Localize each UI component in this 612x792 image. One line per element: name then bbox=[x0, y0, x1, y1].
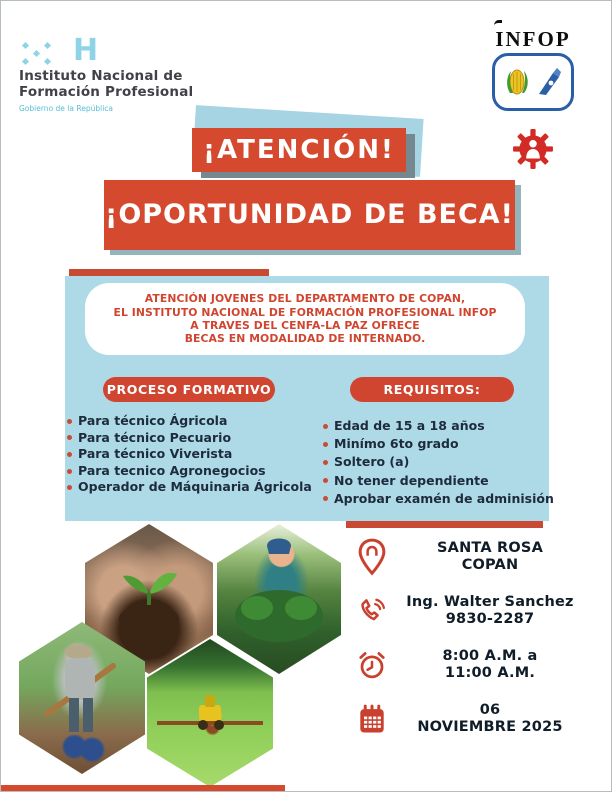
bullet-icon bbox=[67, 419, 72, 424]
list-item: Edad de 15 a 18 años bbox=[323, 417, 554, 435]
contact-schedule-text: 8:00 A.M. a 11:00 A.M. bbox=[442, 647, 538, 681]
location-pin-icon bbox=[353, 537, 391, 577]
bullet-icon bbox=[323, 424, 328, 429]
leaf-curl-icon bbox=[494, 20, 502, 29]
bullet-icon bbox=[67, 435, 72, 440]
calendar-icon bbox=[353, 699, 391, 739]
bullet-icon bbox=[323, 460, 328, 465]
requirements-list bbox=[323, 417, 554, 508]
list-item: No tener dependiente bbox=[323, 472, 554, 490]
infop-emblem-frame bbox=[492, 53, 574, 111]
contact-location-text: SANTA ROSA COPAN bbox=[437, 539, 543, 573]
bullet-icon bbox=[67, 452, 72, 457]
list-item: Para técnico Pecuario bbox=[67, 430, 312, 447]
drafting-pen-hand-icon bbox=[536, 67, 562, 97]
announcement-line: A TRAVES DEL CENFA-LA PAZ OFRECE bbox=[190, 319, 420, 332]
honduras-stars-h-icon bbox=[19, 33, 219, 68]
process-list bbox=[67, 413, 312, 496]
contact-location-row bbox=[353, 537, 589, 577]
list-item: Operador de Máquinaria Ágricola bbox=[67, 479, 312, 496]
opportunity-banner: ¡OPORTUNIDAD DE BECA! bbox=[104, 180, 515, 250]
announcement-line: BECAS EN MODALIDAD DE INTERNADO. bbox=[184, 332, 426, 346]
contact-phone-text: Ing. Walter Sanchez 9830-2287 bbox=[406, 593, 574, 627]
contact-section bbox=[353, 537, 589, 739]
gear-person-icon bbox=[512, 128, 554, 170]
phone-icon bbox=[353, 591, 391, 631]
list-item: Para técnico Viverista bbox=[67, 446, 312, 463]
red-accent-bar-top bbox=[69, 269, 269, 276]
list-item: Aprobar examén de adminisión bbox=[323, 490, 554, 508]
red-accent-bar-bottom bbox=[346, 521, 543, 528]
alarm-clock-icon bbox=[353, 645, 391, 685]
attention-banner: ¡ATENCIÓN! bbox=[192, 128, 406, 172]
stars-icon bbox=[21, 41, 67, 65]
requirements-title-pill: REQUISITOS: bbox=[350, 377, 514, 402]
contact-phone-row bbox=[353, 591, 589, 631]
list-item: Soltero (a) bbox=[323, 453, 554, 471]
org-name-line2: Formación Profesional bbox=[19, 83, 194, 100]
woman-with-plants-photo bbox=[217, 524, 341, 674]
announcement-line: ATENCIÓN JOVENES DEL DEPARTAMENTO DE COPAN, bbox=[144, 292, 466, 306]
contact-date-row bbox=[353, 699, 589, 739]
list-item: Para tecnico Agronegocios bbox=[67, 463, 312, 480]
corn-icon bbox=[505, 65, 531, 99]
gov-tagline: Gobierno de la República bbox=[19, 104, 114, 113]
bullet-icon bbox=[323, 496, 328, 501]
process-title-pill: PROCESO FORMATIVO bbox=[103, 377, 275, 402]
bullet-icon bbox=[67, 485, 72, 490]
bullet-icon bbox=[323, 478, 328, 483]
red-bottom-bar bbox=[1, 785, 285, 792]
infop-logo bbox=[481, 27, 585, 111]
infop-wordmark: INFOP bbox=[495, 27, 570, 52]
h-letter-mark: H bbox=[73, 33, 99, 68]
list-item: Minímo 6to grado bbox=[323, 435, 554, 453]
bullet-icon bbox=[323, 442, 328, 447]
bullet-icon bbox=[67, 469, 72, 474]
contact-schedule-row bbox=[353, 645, 589, 685]
announcement-box bbox=[85, 283, 525, 355]
contact-date-text: 06 NOVIEMBRE 2025 bbox=[417, 701, 563, 735]
announcement-line: EL INSTITUTO NACIONAL DE FORMACIÓN PROFESIONAL INFOP bbox=[113, 305, 497, 319]
org-name-line1: Instituto Nacional de bbox=[19, 68, 183, 84]
gov-logo bbox=[19, 33, 219, 113]
list-item: Para técnico Ágricola bbox=[67, 413, 312, 430]
